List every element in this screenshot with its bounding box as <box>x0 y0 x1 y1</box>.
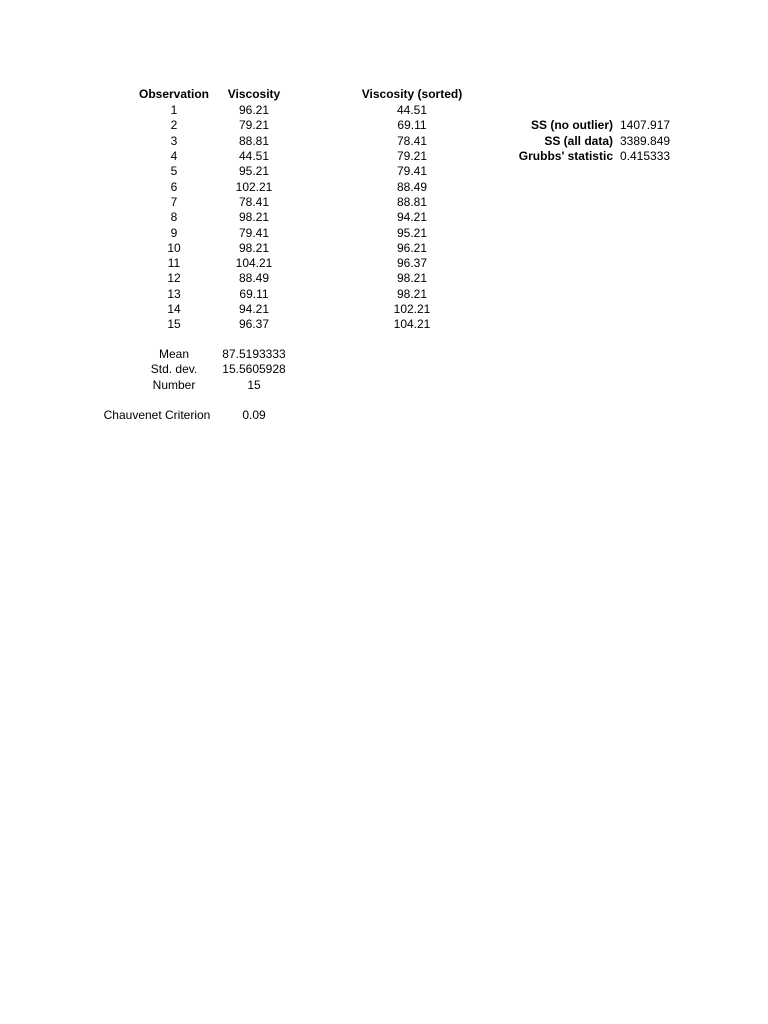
cell-viscosity-sorted: 95.21 <box>396 226 428 240</box>
cell-observation: 15 <box>167 317 181 331</box>
stat-label-ss-all-data: SS (all data) <box>544 134 613 148</box>
cell-observation: 1 <box>170 103 178 117</box>
cell-viscosity: 88.81 <box>238 134 270 148</box>
chauvenet-label: Chauvenet Criterion <box>103 408 211 422</box>
cell-viscosity: 102.21 <box>235 180 273 194</box>
cell-viscosity-sorted: 96.37 <box>396 256 428 270</box>
cell-viscosity-sorted: 79.41 <box>396 164 428 178</box>
cell-observation: 11 <box>167 256 181 270</box>
cell-observation: 5 <box>170 164 178 178</box>
cell-viscosity-sorted: 88.81 <box>396 195 428 209</box>
cell-observation: 12 <box>167 271 181 285</box>
cell-observation: 7 <box>170 195 178 209</box>
cell-viscosity: 69.11 <box>239 287 269 301</box>
stat-value-grubbs: 0.415333 <box>620 149 671 163</box>
mean-value: 87.5193333 <box>222 347 286 361</box>
cell-viscosity: 94.21 <box>238 302 270 316</box>
stat-label-ss-no-outlier: SS (no outlier) <box>531 118 613 132</box>
cell-viscosity-sorted: 94.21 <box>396 210 428 224</box>
cell-viscosity: 96.37 <box>238 317 270 331</box>
cell-viscosity-sorted: 102.21 <box>393 302 431 316</box>
cell-observation: 2 <box>170 118 178 132</box>
cell-viscosity-sorted: 98.21 <box>396 271 428 285</box>
cell-viscosity: 78.41 <box>238 195 270 209</box>
cell-observation: 3 <box>170 134 178 148</box>
cell-observation: 10 <box>167 241 181 255</box>
cell-viscosity-sorted: 78.41 <box>396 134 428 148</box>
cell-viscosity: 88.49 <box>238 271 270 285</box>
cell-viscosity: 79.21 <box>238 118 270 132</box>
cell-viscosity-sorted: 69.11 <box>397 118 427 132</box>
stat-value-ss-all-data: 3389.849 <box>620 134 671 148</box>
cell-observation: 4 <box>170 149 178 163</box>
cell-viscosity: 95.21 <box>238 164 270 178</box>
cell-viscosity: 98.21 <box>238 241 270 255</box>
cell-viscosity-sorted: 98.21 <box>396 287 428 301</box>
chauvenet-value: 0.09 <box>242 408 266 422</box>
cell-viscosity: 96.21 <box>238 103 270 117</box>
header-viscosity-sorted: Viscosity (sorted) <box>361 87 463 101</box>
mean-label: Mean <box>158 347 190 361</box>
stat-label-grubbs: Grubbs' statistic <box>518 149 613 163</box>
cell-viscosity: 44.51 <box>238 149 270 163</box>
std-dev-label: Std. dev. <box>150 362 198 376</box>
cell-viscosity-sorted: 104.21 <box>393 317 431 331</box>
cell-viscosity: 79.41 <box>238 226 270 240</box>
cell-observation: 8 <box>170 210 178 224</box>
cell-observation: 6 <box>170 180 178 194</box>
cell-viscosity-sorted: 96.21 <box>396 241 428 255</box>
cell-viscosity-sorted: 88.49 <box>396 180 428 194</box>
cell-observation: 9 <box>170 226 178 240</box>
header-viscosity: Viscosity <box>227 87 281 101</box>
cell-viscosity: 104.21 <box>235 256 273 270</box>
number-label: Number <box>152 378 196 392</box>
cell-observation: 14 <box>167 302 181 316</box>
cell-observation: 13 <box>167 287 181 301</box>
cell-viscosity-sorted: 79.21 <box>396 149 428 163</box>
header-observation: Observation <box>138 87 210 101</box>
cell-viscosity-sorted: 44.51 <box>396 103 428 117</box>
std-dev-value: 15.5605928 <box>222 362 286 376</box>
number-value: 15 <box>247 378 261 392</box>
cell-viscosity: 98.21 <box>238 210 270 224</box>
stat-value-ss-no-outlier: 1407.917 <box>620 118 671 132</box>
